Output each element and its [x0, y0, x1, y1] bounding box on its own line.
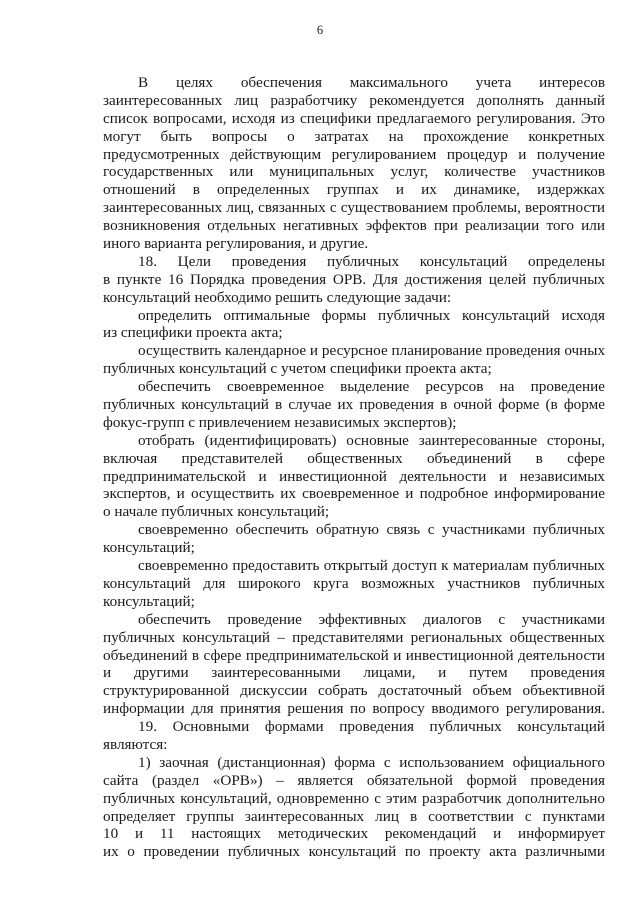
text-line: предпринимательской и инвестиционной деятельности и независимых — [103, 467, 605, 485]
text-line: список вопросами, исходя из специфики предлагаемого регулирования. Это — [103, 109, 605, 127]
text-line: могут быть вопросы о затратах на прохождение конкретных — [103, 127, 605, 145]
text-line: 1) заочная (дистанционная) форма с использованием официального — [138, 753, 605, 771]
text-line: консультаций для широкого круга возможных участников публичных — [103, 574, 605, 592]
text-line: информации для принятия решения по вопросу вводимого регулирования. — [103, 700, 605, 718]
text-line: включая представителей общественных объединений в сфере — [103, 449, 605, 467]
text-line: 19. Основными формами проведения публичных консультаций — [138, 718, 605, 736]
text-line: о начале публичных консультаций; — [103, 503, 330, 521]
text-line: предусмотренных действующим регулированием процедур и получение — [103, 145, 605, 163]
text-line: отношений в определенных группах и их динамике, издержках — [103, 181, 605, 199]
text-line: 18. Цели проведения публичных консультаций определены — [138, 252, 605, 270]
text-line: возникновения отдельных негативных эффектов при реализации того или — [103, 217, 605, 235]
text-line: осуществить календарное и ресурсное планирование проведения очных — [138, 342, 606, 360]
text-line: из специфики проекта акта; — [103, 324, 283, 342]
text-line: 10 и 11 настоящих методических рекомендаций и информирует — [103, 825, 605, 843]
text-line: объединений в сфере предпринимательской и инвестиционной деятельности — [103, 646, 605, 664]
text-line: обеспечить проведение эффективных диалогов с участниками — [138, 610, 605, 628]
page-body-text — [103, 74, 605, 861]
text-line: структурированной дискуссии собрать достаточный объем объективной — [103, 682, 605, 700]
text-line: являются: — [103, 735, 168, 753]
text-line: заинтересованных лиц разработчику рекомендуется дополнять данный — [103, 91, 605, 109]
text-line: сайта (раздел «ОРВ») – является обязательной формой проведения — [103, 771, 605, 789]
text-line: государственных или муниципальных услуг, количестве участников — [103, 163, 605, 181]
text-line: экспертов, и осуществить их своевременное и подробное информирование — [103, 485, 605, 503]
text-line: определить оптимальные формы публичных консультаций исходя — [138, 306, 605, 324]
text-line: В целях обеспечения максимального учета интересов — [138, 74, 605, 91]
text-line: публичных консультаций с учетом специфики проекта акта; — [103, 360, 492, 378]
text-line: консультаций; — [103, 539, 195, 557]
text-line: и другими заинтересованными лицами, и путем проведения — [103, 664, 605, 682]
page-number: 6 — [316, 23, 324, 37]
text-line: консультаций необходимо решить следующие задачи: — [103, 288, 452, 306]
text-line: в пункте 16 Порядка проведения ОРВ. Для достижения целей публичных — [103, 270, 605, 288]
text-line: своевременно предоставить открытый доступ к материалам публичных — [138, 557, 605, 575]
text-line: публичных консультаций в случае их проведения в очной форме (в форме — [103, 396, 605, 414]
text-line: обеспечить своевременное выделение ресурсов на проведение — [138, 378, 605, 396]
text-line: иного варианта регулирования, и другие. — [103, 235, 369, 253]
text-line: отобрать (идентифицировать) основные заинтересованные стороны, — [138, 431, 605, 449]
text-line: публичных консультаций – представителями региональных общественных — [103, 628, 605, 646]
text-line: определяет группы заинтересованных лиц в соответствии с пунктами — [103, 807, 605, 825]
text-line: заинтересованных лиц, связанных с существованием проблемы, вероятности — [103, 199, 605, 217]
text-line: фокус-групп с привлечением независимых экспертов); — [103, 413, 457, 431]
text-line: публичных консультаций, одновременно с этим разработчик дополнительно — [103, 789, 605, 807]
text-line: консультаций; — [103, 592, 195, 610]
text-line: их о проведении публичных консультаций по проекту акта различными — [103, 843, 605, 861]
text-line: своевременно обеспечить обратную связь с участниками публичных — [138, 521, 605, 539]
